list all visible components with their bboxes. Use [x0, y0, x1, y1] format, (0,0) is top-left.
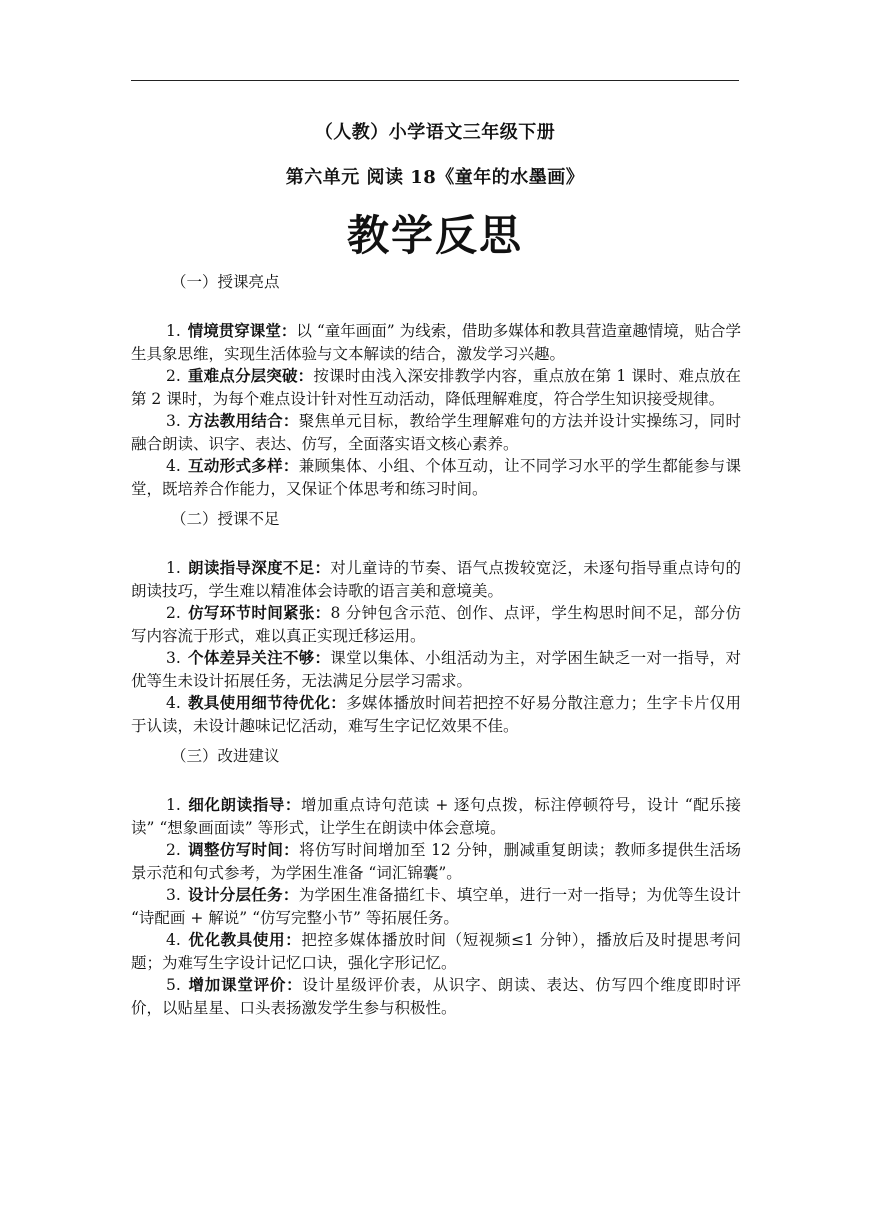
item-number: 3. — [166, 412, 181, 430]
list-item — [131, 692, 741, 737]
item-number: 4. — [166, 931, 181, 949]
item-number: 3. — [166, 649, 181, 667]
item-text: 将仿写时间增加至 12 分钟，删减重复朗读；教师多提供生活场景示范和句式参考，为学困生准备 “词汇锦囊”。 — [131, 841, 741, 882]
list-item — [131, 602, 741, 647]
section-heading: （二）授课不足 — [171, 510, 280, 528]
item-text: 聚焦单元目标，教给学生理解难句的方法并设计实操练习，同时融合朗读、识字、表达、仿写，全面落实语文核心素养。 — [131, 412, 741, 453]
item-text: 兼顾集体、小组、个体互动，让不同学习水平的学生都能参与课堂，既培养合作能力，又保证个体思考和练习时间。 — [131, 457, 741, 498]
item-text: 增加重点诗句范读 + 逐句点拨，标注停顿符号，设计 “配乐接读” “想象画面读” 等形式，让学生在朗读中体会意境。 — [131, 796, 741, 837]
item-heading: 细化朗读指导： — [188, 795, 302, 814]
item-text: 8 分钟包含示范、创作、点评，学生构思时间不足，部分仿写内容流于形式，难以真正实现迁移运用。 — [131, 604, 741, 645]
item-number: 1. — [166, 322, 181, 340]
item-text: 以 “童年画面” 为线索，借助多媒体和教具营造童趣情境，贴合学生具象思维，实现生活体验与文本解读的结合，激发学习兴趣。 — [131, 322, 741, 363]
item-text: 设计星级评价表，从识字、朗读、表达、仿写四个维度即时评价，以贴星星、口头表扬激发学生参与积极性。 — [131, 976, 741, 1017]
item-text: 按课时由浅入深安排教学内容，重点放在第 1 课时、难点放在第 2 课时，为每个难点设计针对性互动活动，降低理解难度，符合学生知识接受规律。 — [131, 367, 741, 408]
textbook-title: （人教）小学语文三年级下册 — [314, 122, 556, 143]
item-heading: 个体差异关注不够： — [188, 648, 331, 667]
item-text: 对儿童诗的节奏、语气点拨较宽泛，未逐句指导重点诗句的朗读技巧，学生难以精准体会诗歌的语言美和意境美。 — [131, 559, 741, 600]
section-2 — [131, 507, 741, 737]
list-item — [131, 557, 741, 602]
list-item — [131, 794, 741, 839]
item-number: 1. — [166, 796, 181, 814]
section-3 — [131, 744, 741, 1019]
item-number: 2. — [166, 604, 181, 622]
item-number: 2. — [166, 367, 181, 385]
section-1 — [131, 270, 741, 500]
list-item — [131, 365, 741, 410]
list-item — [131, 974, 741, 1019]
item-heading: 朗读指导深度不足： — [188, 558, 331, 577]
item-heading: 仿写环节时间紧张： — [188, 603, 331, 622]
list-item — [131, 320, 741, 365]
list-item — [131, 839, 741, 884]
item-number: 3. — [166, 886, 181, 904]
item-number: 2. — [166, 841, 181, 859]
section-heading: （三）改进建议 — [171, 747, 280, 765]
header-rule — [131, 80, 739, 81]
item-text: 把控多媒体播放时间（短视频≤1 分钟），播放后及时提思考问题；为难写生字设计记忆口诀，强化字形记忆。 — [131, 931, 741, 972]
list-item — [131, 410, 741, 455]
list-item — [131, 455, 741, 500]
section-heading: （一）授课亮点 — [171, 273, 280, 291]
item-number: 4. — [166, 694, 181, 712]
item-heading: 教具使用细节待优化： — [188, 693, 347, 712]
document-body — [131, 270, 741, 1026]
item-heading: 调整仿写时间： — [188, 840, 300, 859]
list-item — [131, 929, 741, 974]
item-heading: 增加课堂评价： — [188, 975, 303, 994]
item-heading: 重难点分层突破： — [187, 366, 314, 385]
item-number: 4. — [166, 457, 181, 475]
list-item — [131, 647, 741, 692]
item-heading: 情境贯穿课堂： — [187, 321, 297, 340]
item-text: 课堂以集体、小组活动为主，对学困生缺乏一对一指导，对优等生未设计拓展任务，无法满足分层学习需求。 — [131, 649, 741, 690]
item-heading: 设计分层任务： — [188, 885, 299, 904]
lesson-title: 第六单元 阅读 18《童年的水墨画》 — [285, 167, 585, 188]
page-title: 教学反思 — [346, 211, 523, 260]
item-heading: 互动形式多样： — [188, 456, 299, 475]
item-text: 多媒体播放时间若把控不好易分散注意力；生字卡片仅用于认读，未设计趣味记忆活动，难写生字记忆效果不佳。 — [131, 694, 741, 735]
item-heading: 方法教用结合： — [188, 411, 299, 430]
item-text: 为学困生准备描红卡、填空单，进行一对一指导；为优等生设计 “诗配画 + 解说” “仿写完整小节” 等拓展任务。 — [131, 886, 741, 927]
list-item — [131, 884, 741, 929]
item-number: 1. — [166, 559, 181, 577]
item-heading: 优化教具使用： — [188, 930, 302, 949]
item-number: 5. — [166, 976, 181, 994]
